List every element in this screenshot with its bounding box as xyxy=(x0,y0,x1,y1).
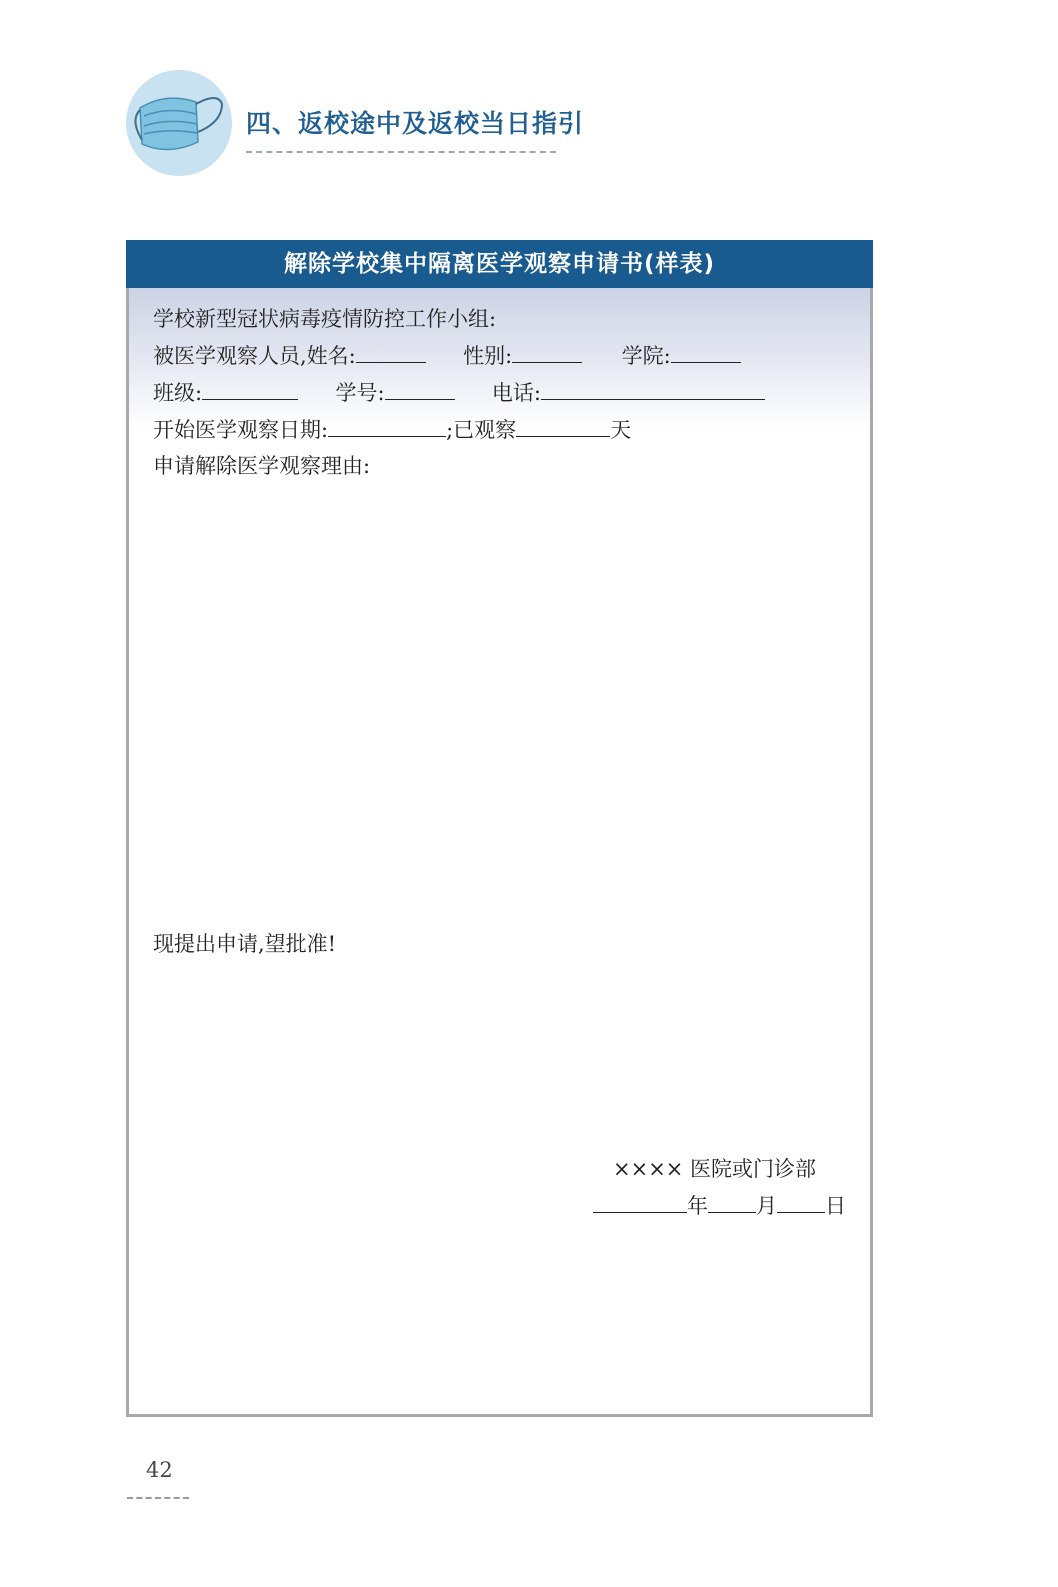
observed-days-field[interactable] xyxy=(516,414,610,437)
section-title: 四、返校途中及返校当日指引 xyxy=(246,109,585,138)
observed-label: ;已观察 xyxy=(446,418,517,442)
section-divider xyxy=(246,151,556,153)
signature-org: ×××× 医院或门诊部 xyxy=(613,1157,817,1181)
gender-label: 性别: xyxy=(463,344,513,368)
application-form xyxy=(126,240,873,1417)
class-label: 班级: xyxy=(153,381,203,405)
student-id-label: 学号: xyxy=(335,381,385,405)
college-field[interactable] xyxy=(671,340,741,363)
student-id-field[interactable] xyxy=(385,377,455,400)
signature-date xyxy=(593,1190,846,1220)
day-field[interactable] xyxy=(777,1190,825,1213)
face-mask-icon xyxy=(126,70,232,176)
page-number: 42 xyxy=(146,1458,173,1482)
month-label: 月 xyxy=(756,1194,777,1218)
observation-row xyxy=(153,414,631,444)
college-label: 学院: xyxy=(621,344,671,368)
personal-info-row xyxy=(153,340,741,370)
year-label: 年 xyxy=(687,1194,708,1218)
year-field[interactable] xyxy=(593,1190,687,1213)
class-field[interactable] xyxy=(202,377,298,400)
name-field[interactable] xyxy=(356,340,426,363)
closing-text: 现提出申请,望批准! xyxy=(153,932,337,956)
reason-label: 申请解除医学观察理由: xyxy=(153,454,371,478)
gender-field[interactable] xyxy=(512,340,582,363)
start-date-label: 开始医学观察日期: xyxy=(153,418,329,442)
contact-info-row xyxy=(153,377,765,407)
days-unit: 天 xyxy=(610,418,632,442)
name-label: 被医学观察人员,姓名: xyxy=(153,344,356,368)
page-number-divider xyxy=(127,1497,189,1499)
start-date-field[interactable] xyxy=(328,414,446,437)
month-field[interactable] xyxy=(708,1190,756,1213)
salutation: 学校新型冠状病毒疫情防控工作小组: xyxy=(153,307,497,331)
day-label: 日 xyxy=(825,1194,846,1218)
form-title: 解除学校集中隔离医学观察申请书(样表) xyxy=(126,240,873,288)
phone-field[interactable] xyxy=(541,377,765,400)
phone-label: 电话: xyxy=(491,381,541,405)
